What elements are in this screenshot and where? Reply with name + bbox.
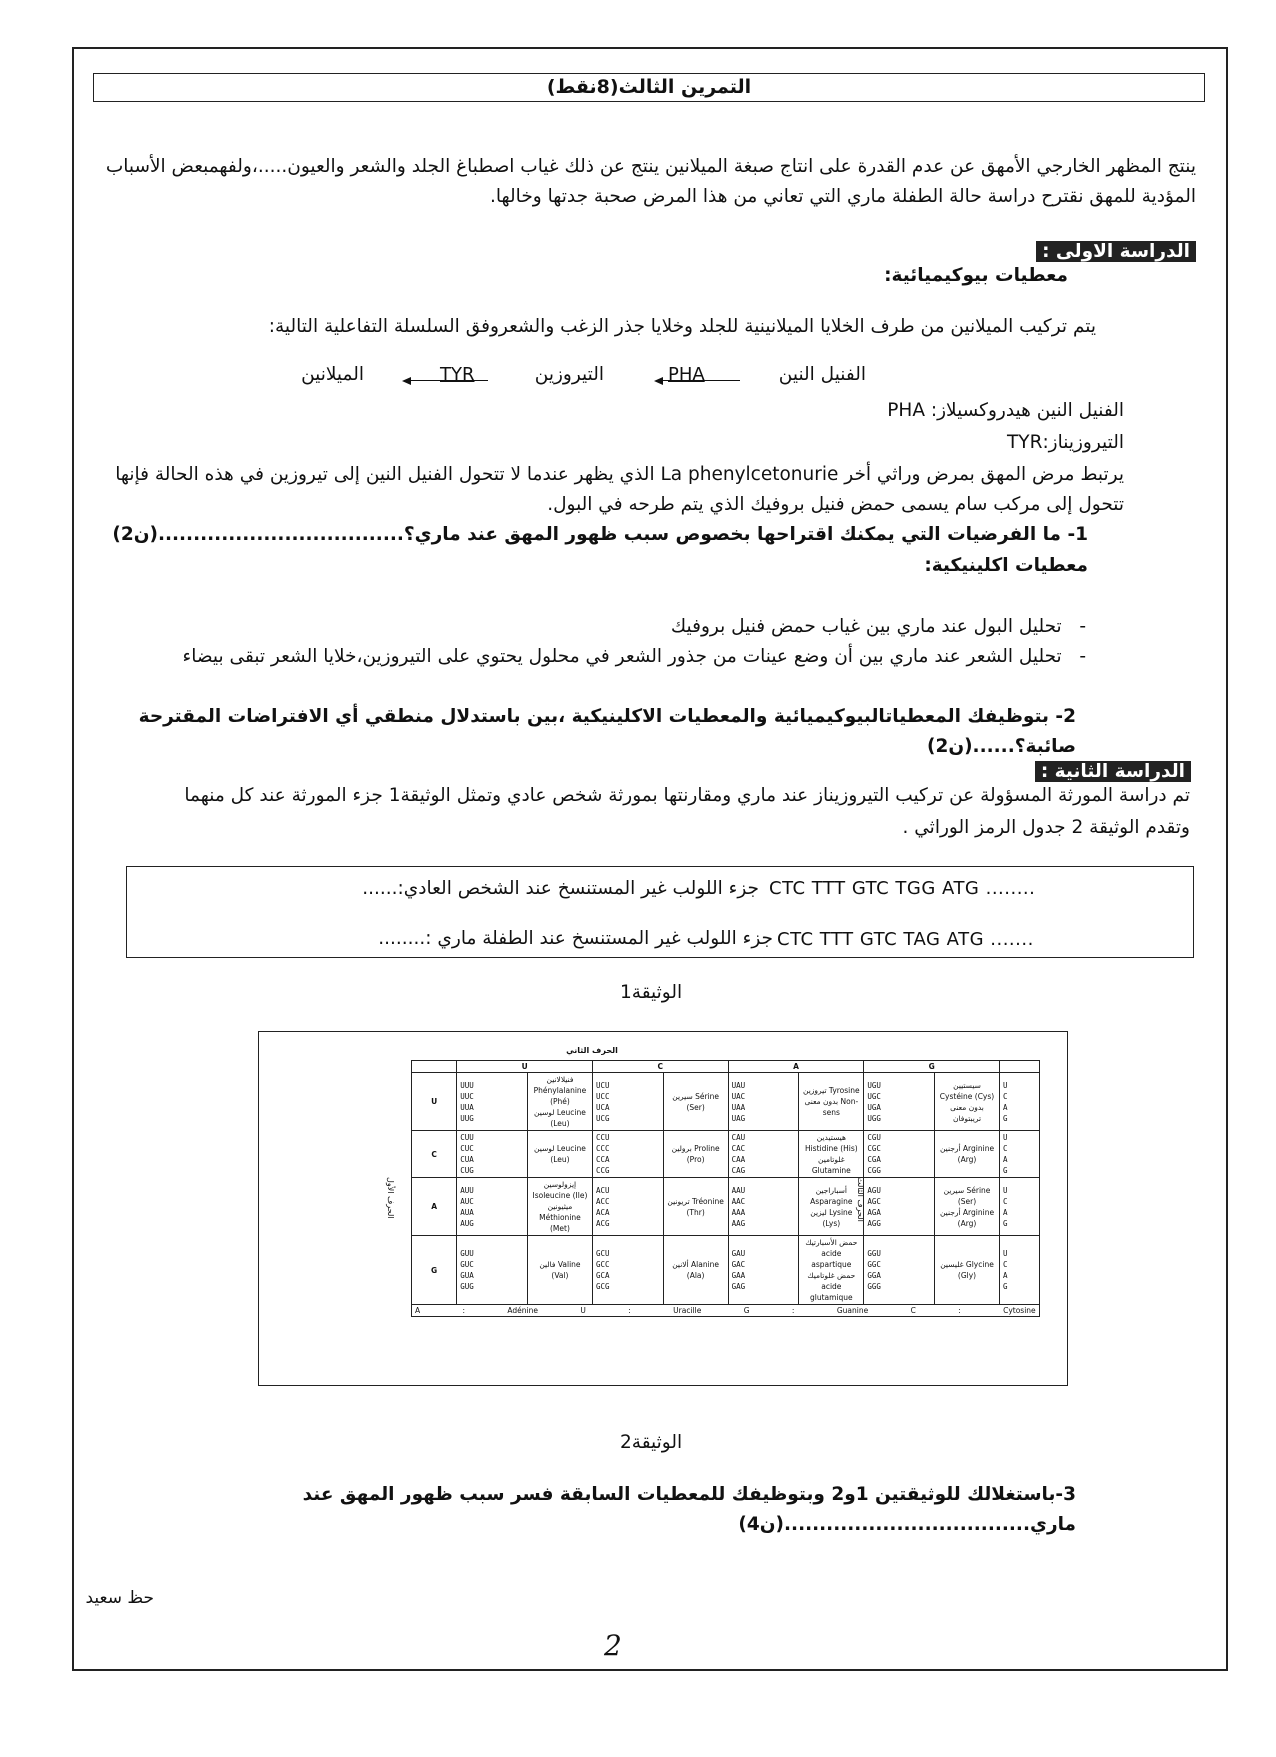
codon-group: GGU GGC GGA GGG	[864, 1236, 935, 1305]
codon-group: CAU CAC CAA CAG	[728, 1131, 799, 1178]
first-letter-label: الحرف الأول	[386, 1177, 395, 1219]
codon-header-U: U	[457, 1061, 593, 1073]
codon-group: GCU GCC GCA GCG	[592, 1236, 663, 1305]
seq-normal-label: جزء اللولب غير المستنسخ عند الشخص العادي:......	[362, 878, 759, 899]
study2-line-1: تم دراسة المورثة المسؤولة عن تركيب التيروزيناز عند ماري ومقارنتها بمورثة شخص عادي وتمثل الوثيقة1 جزء المورثة عند كل منهما	[184, 785, 1190, 806]
question-2: 2- بتوظيفك المعطياتالبيوكيميائية والمعطيات الاكلينيكية ،بين باستدلال منطقي أي الافتراضات المقترحة صائبة؟......(ن2)	[138, 706, 1076, 757]
amino-acid-cell: سيستيين Cystéine (Cys) بدون معنى تريبتوفان	[935, 1073, 1000, 1131]
study2-line-2: وتقدم الوثيقة 2 جدول الرمز الوراثي .	[902, 817, 1190, 838]
codon-header-corner-right	[1000, 1061, 1040, 1073]
codon-table	[411, 1060, 1040, 1317]
codon-first-letter: A	[412, 1178, 457, 1236]
codon-header-C: C	[592, 1061, 728, 1073]
author-signature: حظ سعيد	[85, 1588, 154, 1608]
seq-normal: CTC TTT GTC TGG ATG ........	[769, 878, 1036, 899]
seq-mary: CTC TTT GTC TAG ATG .......	[777, 929, 1034, 950]
def-tyr: التيروزيناز:TYR	[1006, 432, 1124, 453]
amino-acid-cell: أرجنين Arginine (Arg)	[935, 1131, 1000, 1178]
question-1: 1- ما الفرضيات التي يمكنك اقتراحها بخصوص سبب ظهور المهق عند ماري؟...................................(ن2)	[112, 524, 1088, 545]
codon-group: UAU UAC UAA UAG	[728, 1073, 799, 1131]
amino-acid-cell: فالين Valine (Val)	[527, 1236, 592, 1305]
codon-group: AUU AUC AUA AUG	[457, 1178, 528, 1236]
amino-acid-cell: هيستيدين Histidine (His) غلوتامين Glutamine	[799, 1131, 864, 1178]
codon-group: GUU GUC GUA GUG	[457, 1236, 528, 1305]
doc2-codon-table-box	[258, 1031, 1068, 1386]
codon-group: AAU AAC AAA AAG	[728, 1178, 799, 1236]
third-letter-label: الحرف الثالث	[856, 1177, 865, 1222]
codon-third-letters: U C A G	[1000, 1131, 1040, 1178]
codon-first-letter: U	[412, 1073, 457, 1131]
doc1-sequences-box	[126, 866, 1194, 958]
codon-group: AGU AGC AGA AGG	[864, 1178, 935, 1236]
codon-row	[412, 1073, 1040, 1131]
codon-header-G: G	[864, 1061, 1000, 1073]
amino-acid-cell: تريونين Tréonine (Thr)	[663, 1178, 728, 1236]
amino-acid-cell: ألانين Alanine (Ala)	[663, 1236, 728, 1305]
codon-group: CUU CUC CUA CUG	[457, 1131, 528, 1178]
pku-line-2: تتحول إلى مركب سام يسمى حمض فنيل بروفيك الذي يتم طرحه في البول.	[547, 494, 1124, 515]
chain-phenylalanine: الفنيل النين	[778, 364, 866, 385]
amino-acid-cell: برولين Proline (Pro)	[663, 1131, 728, 1178]
codon-header-A: A	[728, 1061, 864, 1073]
codon-third-letters: U C A G	[1000, 1178, 1040, 1236]
amino-acid-cell: لوسين Leucine (Leu)	[527, 1131, 592, 1178]
codon-third-letters: U C A G	[1000, 1236, 1040, 1305]
amino-acid-cell: غليسين Glycine (Gly)	[935, 1236, 1000, 1305]
amino-acid-cell: سيرين Sérine (Ser)	[663, 1073, 728, 1131]
codon-group: CCU CCC CCA CCG	[592, 1131, 663, 1178]
clinical-heading: معطيات اكلينيكية:	[924, 555, 1088, 576]
intro-line-1: ينتج المظهر الخارجي الأمهق عن عدم القدرة على انتاج صبغة الميلانين ينتج عن ذلك غياب اصطباغ الجلد والشعر والعيون.....،ولفهمبعض الأسباب	[105, 156, 1196, 177]
clinical-item-2: - تحليل الشعر عند ماري بين أن وضع عينات من جذور الشعر في محلول يحتوي على التيروزين،خلايا الشعر تبقى بيضاء	[182, 646, 1086, 667]
codon-group: UGU UGC UGA UGG	[864, 1073, 935, 1131]
codon-row	[412, 1236, 1040, 1305]
doc2-caption: الوثيقة2	[620, 1432, 683, 1453]
codon-group: UUU UUC UUA UUG	[457, 1073, 528, 1131]
amino-acid-cell: سيرين Sérine (Ser) أرجنين Arginine (Arg)	[935, 1178, 1000, 1236]
page-number: 2	[604, 1629, 622, 1662]
codon-first-letter: G	[412, 1236, 457, 1305]
amino-acid-cell: إيزولوسين Isoleucine (Ile) ميثيونين Méthionine (Met)	[527, 1178, 592, 1236]
codon-group: ACU ACC ACA ACG	[592, 1178, 663, 1236]
def-pha: الفنيل النين هيدروكسيلاز: PHA	[887, 400, 1124, 421]
synthesis-text: يتم تركيب الميلانين من طرف الخلايا الميلانينية للجلد وخلايا جذر الزغب والشعروفق السلسلة التفاعلية التالية:	[268, 316, 1096, 337]
amino-acid-cell: حمض الأسبارتيك acide aspartique حمض غلوتاميك acide glutamique	[799, 1236, 864, 1305]
chain-tyrosine: التيروزين	[534, 364, 604, 385]
codon-third-letters: U C A G	[1000, 1073, 1040, 1131]
clinical-item-1: - تحليل البول عند ماري بين غياب حمض فنيل بروفيك	[670, 616, 1086, 637]
codon-row	[412, 1178, 1040, 1236]
question-3: 3-باستغلالك للوثيقتين 1و2 وبتوظيفك للمعطيات السابقة فسر سبب ظهور المهق عند ماري...................................(ن4)	[302, 1484, 1076, 1535]
codon-header-corner	[412, 1061, 457, 1073]
chain-tyr-label: TYR	[440, 364, 475, 385]
study2-heading: الدراسة الثانية :	[1035, 757, 1191, 787]
codon-group: GAU GAC GAA GAG	[728, 1236, 799, 1305]
codon-group: CGU CGC CGA CGG	[864, 1131, 935, 1178]
amino-acid-cell: تيروزين Tyrosine بدون معنى Non-sens	[799, 1073, 864, 1131]
doc1-caption: الوثيقة1	[620, 982, 683, 1003]
intro-line-2: المؤدية للمهق نقترح دراسة حالة الطفلة ماري التي تعاني من هذا المرض صحبة جدتها وخالها.	[490, 186, 1196, 207]
codon-first-letter: C	[412, 1131, 457, 1178]
codon-row	[412, 1131, 1040, 1178]
codon-group: UCU UCC UCA UCG	[592, 1073, 663, 1131]
amino-acid-cell: فنيلالانين Phénylalanine (Phé) لوسين Leucine (Leu)	[527, 1073, 592, 1131]
chain-pha-label: PHA	[668, 364, 705, 385]
chain-melanin: الميلانين	[301, 364, 364, 385]
amino-acid-cell: أسباراجين Asparagine ليزين Lysine (Lys)	[799, 1178, 864, 1236]
study1-heading: الدراسة الاولى :	[1036, 237, 1196, 267]
biochem-heading: معطيات بيوكيميائية:	[884, 265, 1068, 286]
exercise-title: التمرين الثالث(8نقط)	[93, 73, 1205, 102]
second-letter-label: الحرف الثاني	[566, 1046, 618, 1055]
base-legend: A : Adénine U : Uracille G : Guanine C : Cytosine	[412, 1305, 1040, 1317]
pku-line-1: يرتبط مرض المهق بمرض وراثي أخر La phenylcetonurie الذي يظهر عندما لا تتحول الفنيل النين إلى تيروزين في هذه الحالة فإنها	[115, 464, 1124, 485]
seq-mary-label: جزء اللولب غير المستنسخ عند الطفلة ماري :........	[378, 928, 773, 949]
